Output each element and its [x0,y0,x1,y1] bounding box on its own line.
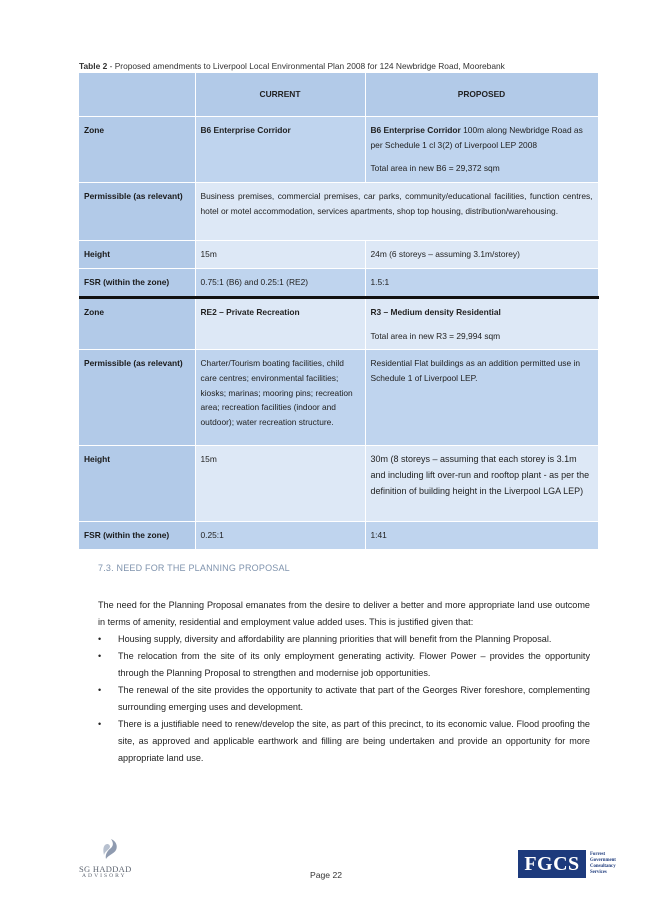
row-label-permissible-2: Permissible (as relevant) [79,350,195,446]
table-row [79,446,598,522]
section-body [98,597,590,767]
table-header-row [79,73,598,117]
cell-permissible: Business premises, commercial premises, car parks, community/educational facilities, function centres, hotel or motel accommodation, services apartments, shop top housing, distribution/warehousing. [195,183,598,241]
sg-haddad-logo [79,838,141,882]
bullet-icon: • [98,634,102,644]
logo-name-line1: SG HADDAD [79,864,132,874]
cell-zone-proposed: B6 Enterprise Corridor 100m along Newbridge Road as per Schedule 1 cl 3(2) of Liverpool LEP 2008 Total area in new B6 = 29,372 sqm [365,117,598,183]
cell-zone-proposed-2: R3 – Medium density Residential Total area in new R3 = 29,994 sqm [365,297,598,349]
table-row [79,269,598,298]
sg-haddad-emblem-icon [101,838,121,862]
cell-zone-current: B6 Enterprise Corridor [195,117,365,183]
row-label-fsr: FSR (within the zone) [79,269,195,298]
list-item: • Housing supply, diversity and affordability are planning priorities that will benefit from the Planning Proposal. [98,631,590,648]
table-row [79,117,598,183]
header-current: CURRENT [195,73,365,117]
row-label-height: Height [79,241,195,269]
table-row [79,522,598,550]
amendments-table [79,73,599,550]
cell-zone-current-2: RE2 – Private Recreation [195,297,365,349]
row-label-permissible: Permissible (as relevant) [79,183,195,241]
list-item: • The renewal of the site provides the opportunity to activate that part of the Georges River foreshore, complementing surrounding emerging uses and development. [98,682,590,716]
cell-height-proposed-2: 30m (8 storeys – assuming that each storey is 3.1m and including lift over-run and rooftop plant - as per the definition of building height in the Liverpool LGA LEP) [365,446,598,522]
table-row [79,350,598,446]
cell-permissible-proposed-2: Residential Flat buildings as an addition permitted use in Schedule 1 of Liverpool LEP. [365,350,598,446]
cell-fsr-proposed: 1.5:1 [365,269,598,298]
fgcs-logo-mark: FGCS [518,850,586,878]
fgcs-logo-words: Forrest Government Consultancy Services [590,852,616,875]
header-blank [79,73,195,117]
table-row [79,241,598,269]
fgcs-logo [518,850,624,878]
table-row [79,297,598,349]
section-heading: 7.3. NEED FOR THE PLANNING PROPOSAL [98,563,290,573]
list-item: • The relocation from the site of its only employment generating activity. Flower Power – provides the opportunity through the Planning Proposal to strengthen and modernise job opportunities. [98,648,590,682]
header-proposed: PROPOSED [365,73,598,117]
table-caption: Table 2 - Proposed amendments to Liverpool Local Environmental Plan 2008 for 124 Newbridge Road, Moorebank [79,61,505,71]
bullet-icon: • [98,719,102,729]
cell-fsr-proposed-2: 1:41 [365,522,598,550]
cell-height-proposed: 24m (6 storeys – assuming 3.1m/storey) [365,241,598,269]
page-number: Page 22 [310,870,343,880]
row-label-height-2: Height [79,446,195,522]
bullet-list [98,631,590,767]
row-label-zone: Zone [79,117,195,183]
cell-fsr-current: 0.75:1 (B6) and 0.25:1 (RE2) [195,269,365,298]
table-row [79,183,598,241]
bullet-icon: • [98,651,102,661]
logo-name-line2: ADVISORY [82,873,127,879]
bullet-icon: • [98,685,102,695]
list-item: • There is a justifiable need to renew/develop the site, as part of this precinct, to its economic value. Flood proofing the site, as approved and applicable earthwork and filling are being undertaken and provide an opportunity for more appropriate land use. [98,716,590,767]
cell-height-current-2: 15m [195,446,365,522]
cell-permissible-current-2: Charter/Tourism boating facilities, child care centres; environmental facilities; kiosks; marinas; mooring pins; recreation area; recreation facilities (indoor and outdoor); water recreation structure. [195,350,365,446]
intro-paragraph: The need for the Planning Proposal emanates from the desire to deliver a better and more appropriate land use outcome in terms of amenity, residential and employment value added uses. This is justified given that: [98,600,590,627]
row-label-fsr-2: FSR (within the zone) [79,522,195,550]
cell-fsr-current-2: 0.25:1 [195,522,365,550]
cell-height-current: 15m [195,241,365,269]
row-label-zone-2: Zone [79,297,195,349]
